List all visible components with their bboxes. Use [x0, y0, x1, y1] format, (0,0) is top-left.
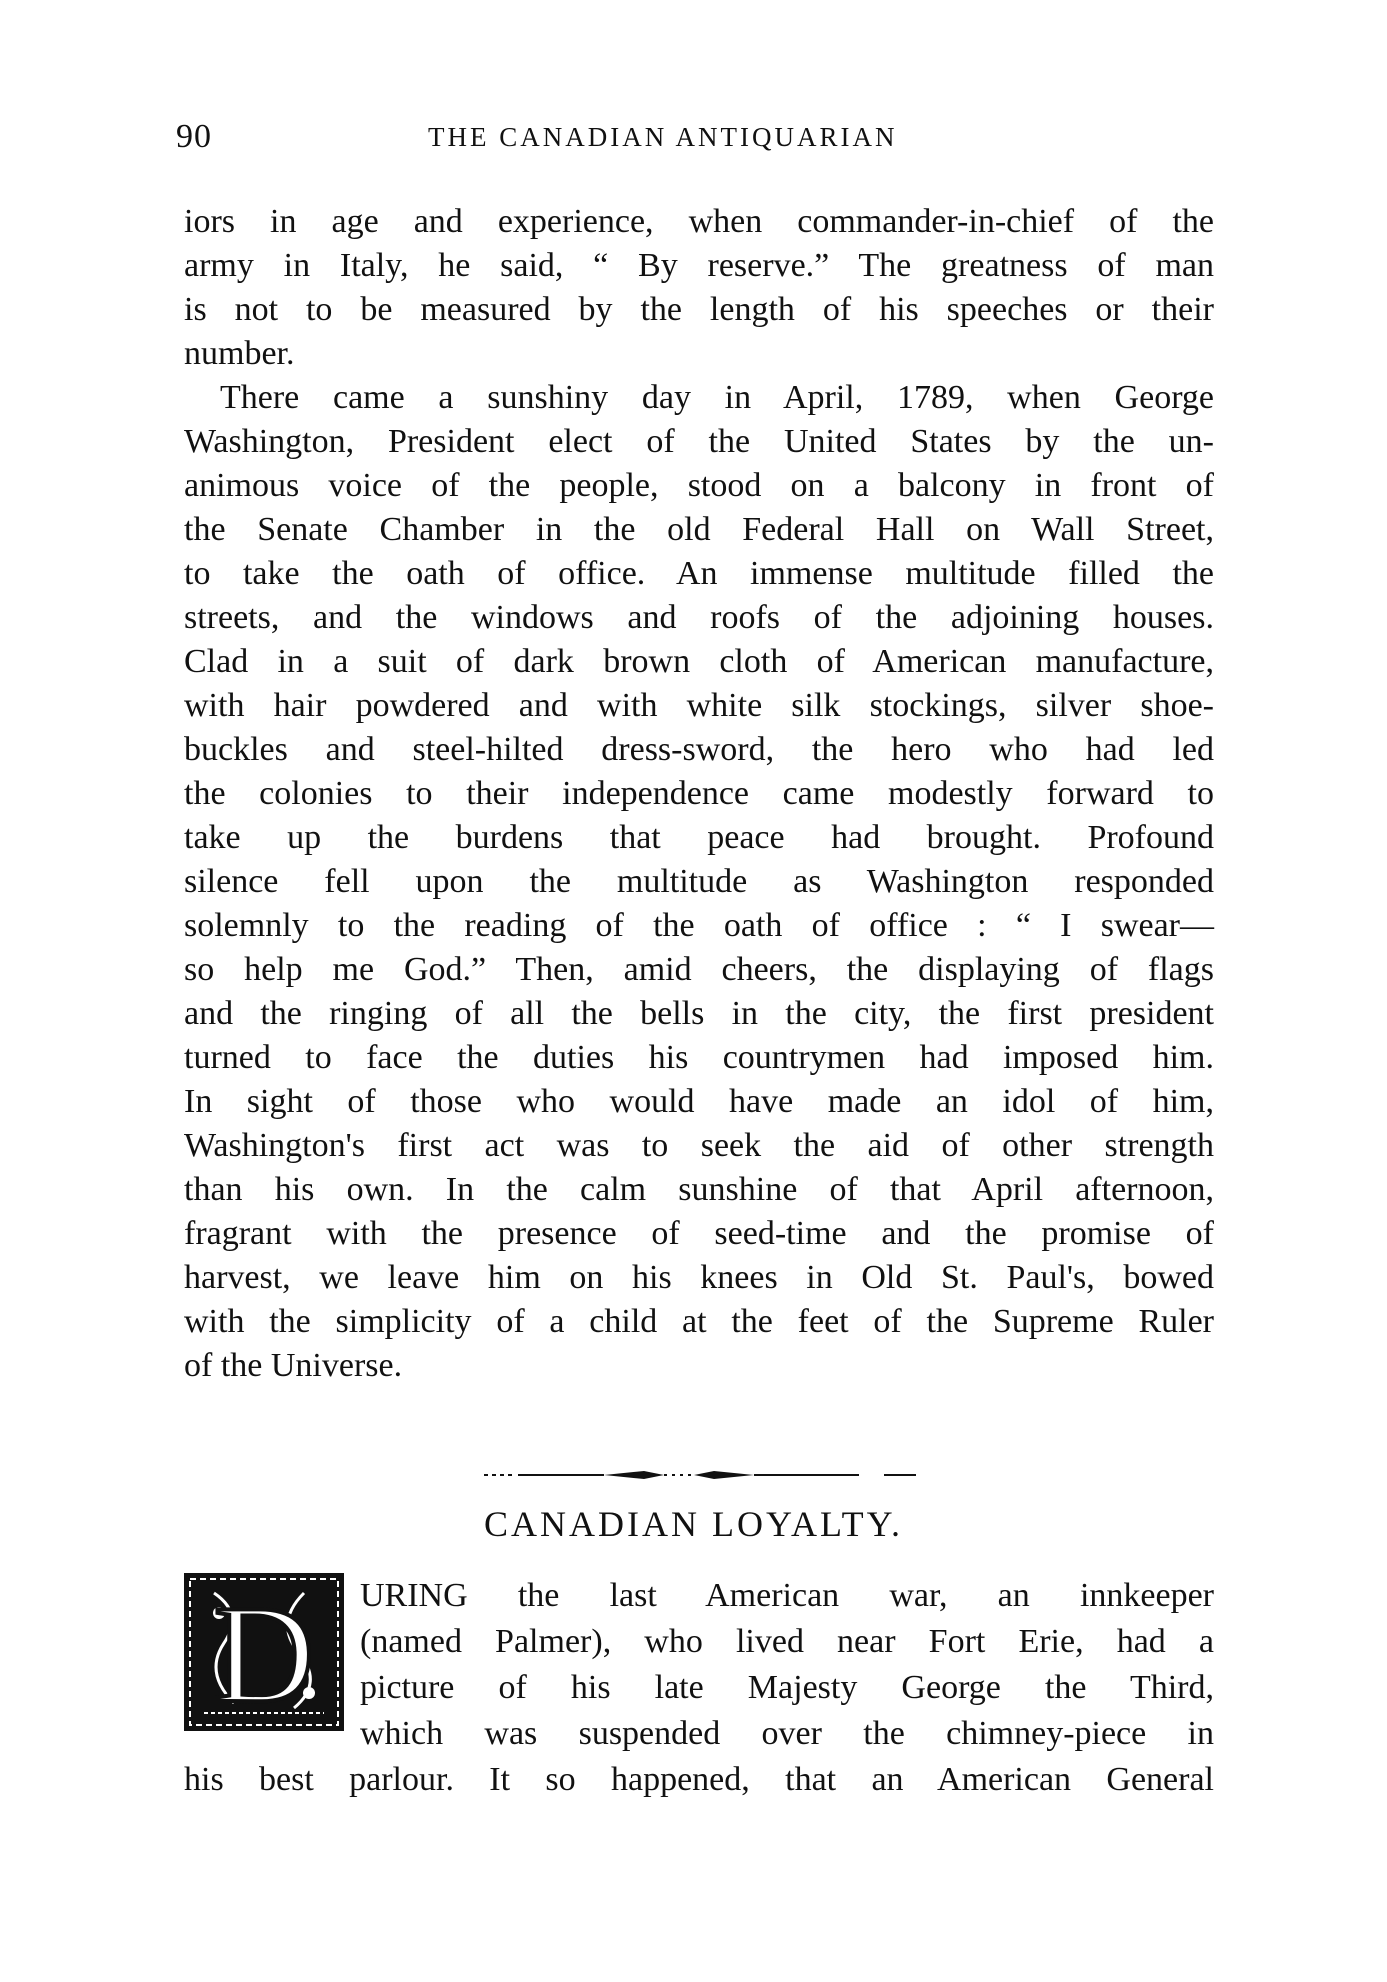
- text-line: and the ringing of all the bells in the city, the first president: [184, 995, 1214, 1032]
- dropcap-letter: D: [213, 1577, 315, 1731]
- text-line: is not to be measured by the length of his speeches or their: [184, 291, 1214, 328]
- text-line: Washington, President elect of the United States by the un-: [184, 423, 1214, 460]
- text-line: his best parlour. It so happened, that an American General: [184, 1761, 1214, 1798]
- text-line: iors in age and experience, when commander-in-chief of the: [184, 203, 1214, 240]
- text-line: streets, and the windows and roofs of the adjoining houses.: [184, 599, 1214, 636]
- text-line: with hair powdered and with white silk stockings, silver shoe-: [184, 687, 1214, 724]
- text-line: buckles and steel-hilted dress-sword, the hero who had led: [184, 731, 1214, 768]
- text-line: fragrant with the presence of seed-time and the promise of: [184, 1215, 1214, 1252]
- text-line: take up the burdens that peace had brought. Profound: [184, 819, 1214, 856]
- text-line: picture of his late Majesty George the Third,: [360, 1669, 1214, 1706]
- text-line: so help me God.” Then, amid cheers, the displaying of flags: [184, 951, 1214, 988]
- ornamental-dropcap: [184, 1573, 344, 1731]
- text-line: There came a sunshiny day in April, 1789, when George: [220, 379, 1214, 416]
- running-head: [176, 118, 1216, 158]
- text-line: number.: [184, 335, 295, 372]
- section-text-continued: [184, 1757, 1214, 1801]
- text-line: turned to face the duties his countrymen had imposed him.: [184, 1039, 1214, 1076]
- text-line: silence fell upon the multitude as Washington responded: [184, 863, 1214, 900]
- text-line: than his own. In the calm sunshine of that April afternoon,: [184, 1171, 1214, 1208]
- text-line: to take the oath of office. An immense multitude filled the: [184, 555, 1214, 592]
- text-line: army in Italy, he said, “ By reserve.” The greatness of man: [184, 247, 1214, 284]
- text-line: of the Universe.: [184, 1347, 403, 1384]
- section-text-beside-dropcap: [360, 1573, 1214, 1757]
- page-number: 90: [176, 118, 212, 155]
- text-line: animous voice of the people, stood on a balcony in front of: [184, 467, 1214, 504]
- text-line: URING the last American war, an innkeeper: [360, 1577, 1214, 1614]
- journal-title: THE CANADIAN ANTIQUARIAN: [428, 122, 898, 152]
- text-line: solemnly to the reading of the oath of office : “ I swear—: [184, 907, 1214, 944]
- text-line: the colonies to their independence came modestly forward to: [184, 775, 1214, 812]
- text-line: with the simplicity of a child at the feet of the Supreme Ruler: [184, 1303, 1214, 1340]
- text-line: Clad in a suit of dark brown cloth of American manufacture,: [184, 643, 1214, 680]
- text-line: the Senate Chamber in the old Federal Hall on Wall Street,: [184, 511, 1214, 548]
- section-divider: [484, 1467, 916, 1483]
- text-line: In sight of those who would have made an idol of him,: [184, 1083, 1214, 1120]
- text-line: Washington's first act was to seek the aid of other strength: [184, 1127, 1214, 1164]
- article-text: [184, 200, 1214, 1388]
- text-line: which was suspended over the chimney-piece in: [360, 1715, 1214, 1752]
- text-line: (named Palmer), who lived near Fort Erie, had a: [360, 1623, 1214, 1660]
- section-title: CANADIAN LOYALTY.: [483, 1504, 903, 1544]
- text-line: harvest, we leave him on his knees in Old St. Paul's, bowed: [184, 1259, 1214, 1296]
